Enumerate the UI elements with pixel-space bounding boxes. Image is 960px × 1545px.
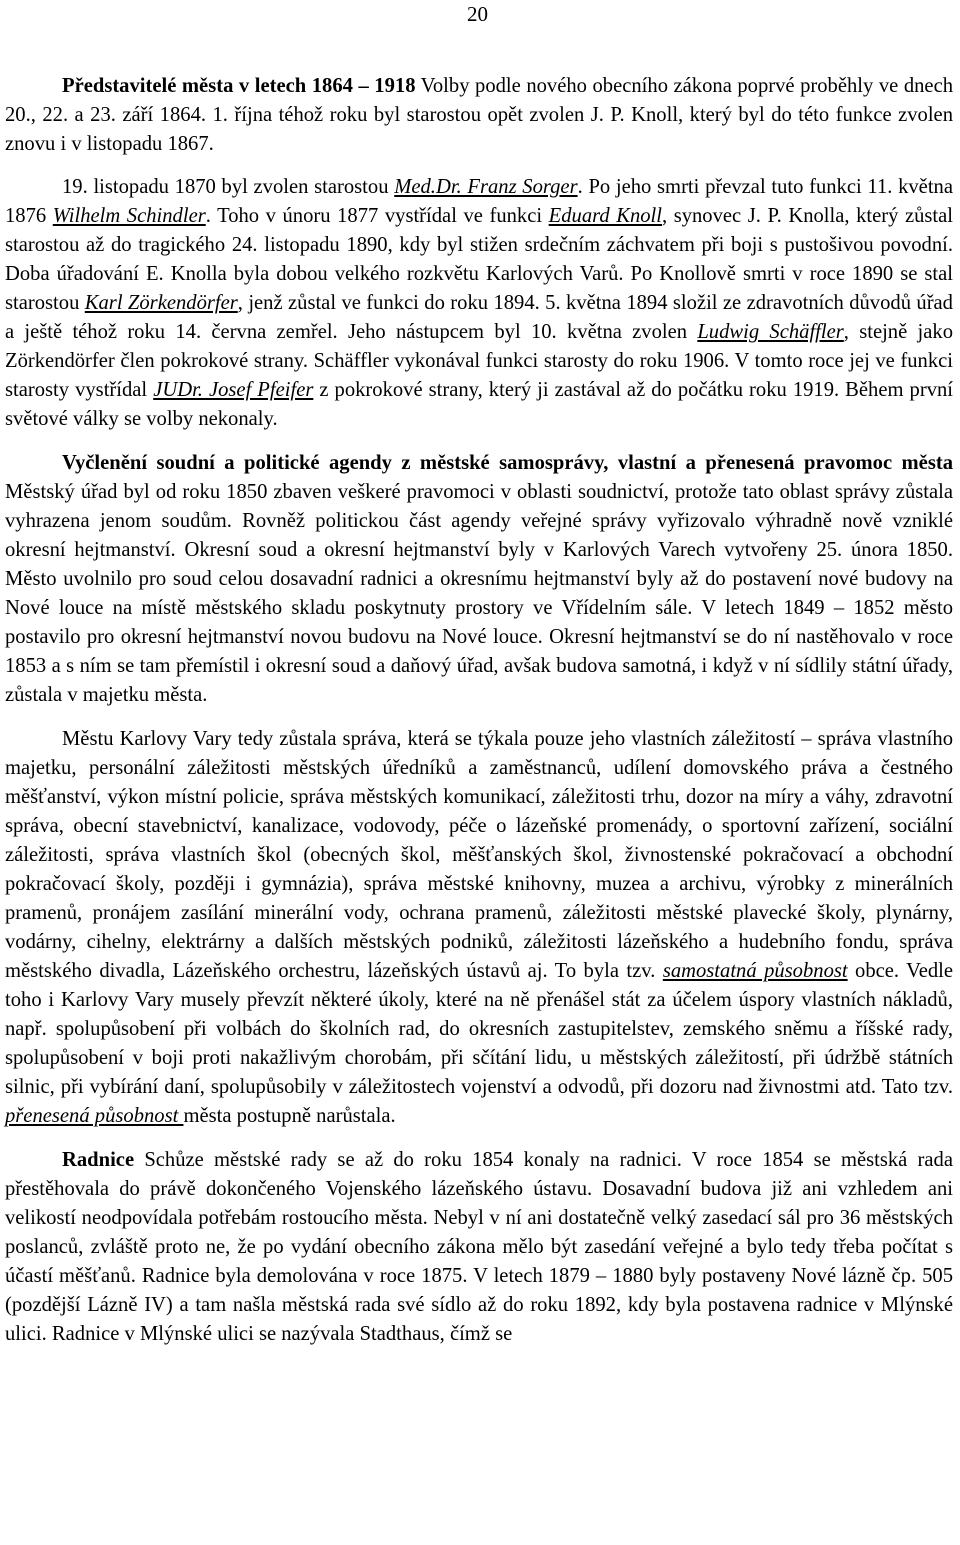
paragraph-text: Městský úřad byl od roku 1850 zbaven veškeré pravomoci v oblasti soudnictví, protože tato oblast správy zůstala vyhrazena jenom soudům. Rovněž politickou část agendy veřejné správy vyřizovalo výhradně nově vzniklé okresní hejtmanství. Okresní soud a okresní hejtmanství byly v Karlových Varech vytvořeny 25. února 1850. Město uvolnilo pro soud celou dosavadní radnici a okresnímu hejtmanství byly až do postavení nové budovy na Nové louce na místě městského skladu poskytnuty prostory ve Vřídelním sále. V letech 1849 – 1852 město postavilo pro okresní hejtmanství novou budovu na Nové louce. Okresní hejtmanství se do ní nastěhovalo v roce 1853 a s ním se tam přemístil i okresní soud a daňový úřad, avšak budova samotná, i když v ní sídlily státní úřady, zůstala v majetku města. [5,481,953,706]
paragraph-text: , stejně jako Zörkendörfer člen pokrokové strany. Schäffler vykonával funkci starosty do roku 1906. V tomto roce jej ve funkci starosty vystřídal [5,321,953,401]
person-name: Karl Zörkendörfer [84,292,238,314]
person-name: Eduard Knoll [548,205,662,227]
paragraph-text: z pokrokové strany, který ji zastával až do počátku roku 1919. Během první světové války se volby nekonaly. [5,379,954,430]
section-heading-town-hall: Radnice [62,1149,135,1171]
paragraph-text: . Toho v únoru 1877 vystřídal ve funkci [205,205,549,227]
term-independent-competence: samostatná působnost [662,960,848,982]
paragraph-representatives [5,72,953,159]
paragraph-text: Volby podle nového obecního zákona poprvé proběhly ve dnech 20., 22. a 23. září 1864. 1. října téhož roku byl starostou opět zvolen J. P. Knoll, který byl do této funkce zvolen znovu i v listopadu 1867. [5,75,954,155]
section-heading-representatives: Představitelé města v letech 1864 – 1918 [62,75,416,97]
paragraph-competences [5,725,953,1131]
person-name: JUDr. Josef Pfeifer [153,379,314,401]
person-name: Med.Dr. Franz Sorger [394,176,578,198]
document-body [5,72,953,1364]
section-heading-separation: Vyčlenění soudní a politické agendy z městské samosprávy, vlastní a přenesená pravomoc města [62,452,953,474]
person-name: Wilhelm Schindler [52,205,206,227]
paragraph-text: Městu Karlovy Vary tedy zůstala správa, která se týkala pouze jeho vlastních záležitostí – správa vlastního majetku, personální záležitosti městských úředníků a zaměstnanců, udílení domovského práva a čestného měšťanství, výkon místní policie, správa městských komunikací, záležitosti trhu, dozor na míry a váhy, zdravotní správa, obecní stavebnictví, kanalizace, vodovody, péče o lázeňské promenády, o sportovní zařízení, sociální záležitosti, správa vlastních škol (obecných škol, měšťanských škol, živnostenské pokračovací a obchodní pokračovací školy, později i gymnázia), správa městské knihovny, muzea a archivu, výrobky z minerálních pramenů, pronájem zasílání minerální vody, ochrana pramenů, záležitosti městské plavecké školy, plynárny, vodárny, cihelny, elektrárny a dalších městských podniků, záležitosti lázeňského a hudebního fondu, správa městského divadla, Lázeňského orchestru, lázeňských ústavů aj. To byla tzv. [5,728,953,982]
term-delegated-competence: přenesená působnost [5,1105,184,1127]
paragraph-text: . Po jeho smrti převzal tuto funkci 11. května 1876 [5,176,953,227]
paragraph-town-hall [5,1146,953,1349]
paragraph-text: 19. listopadu 1870 byl zvolen starostou [62,176,395,198]
paragraph-text: obce. Vedle toho i Karlovy Vary musely převzít některé úkoly, které na ně přenášel stát za účelem úspory vlastních nákladů, např. spolupůsobení při volbách do školních rad, do okresních zastupitelstev, zemského sněmu a říšské rady, spolupůsobení v boji proti nakažlivým chorobám, při sčítání lidu, u městských záležitostí, při údržbě státních silnic, při vybírání daní, spolupůsobily v záležitostech vojenství a odvodů, při dozoru nad živnostmi atd. Tato tzv. [5,960,953,1098]
paragraph-mayors [5,173,953,434]
person-name: Ludwig Schäffler [697,321,844,343]
paragraph-text: , jenž zůstal ve funkci do roku 1894. 5. května 1894 složil ze zdravotních důvodů úřad a ještě téhož roku 14. června zemřel. Jeho nástupcem byl 10. května zvolen [5,292,953,343]
paragraph-text: , synovec J. P. Knolla, který zůstal starostou až do tragického 24. listopadu 1890, kdy byl stižen srdečním záchvatem při boji s pustošivou povodní. Doba úřadování E. Knolla byla dobou velkého rozkvětu Karlových Varů. Po Knollově smrti v roce 1890 se stal starostou [5,205,953,314]
paragraph-text: města postupně narůstala. [183,1105,396,1127]
paragraph-separation [5,449,953,710]
page-number: 20 [467,2,488,26]
paragraph-text: Schůze městské rady se až do roku 1854 konaly na radnici. V roce 1854 se městská rada přestěhovala do právě dokončeného Vojenského lázeňského ústavu. Dosavadní budova již ani vzhledem ani velikostí neodpovídala potřebám rostoucího města. Nebyl v ní ani dostatečně velký zasedací sál pro 36 městských poslanců, zvláště proto ne, že po vydání obecního zákona mělo být zasedání veřejné a bylo tedy třeba počítat s účastí měšťanů. Radnice byla demolována v roce 1875. V letech 1879 – 1880 byly postaveny Nové lázně čp. 505 (pozdější Lázně IV) a tam našla městská rada své sídlo až do roku 1892, kdy byla postavena radnice v Mlýnské ulici. Radnice v Mlýnské ulici se nazývala Stadthaus, čímž se [5,1149,953,1345]
